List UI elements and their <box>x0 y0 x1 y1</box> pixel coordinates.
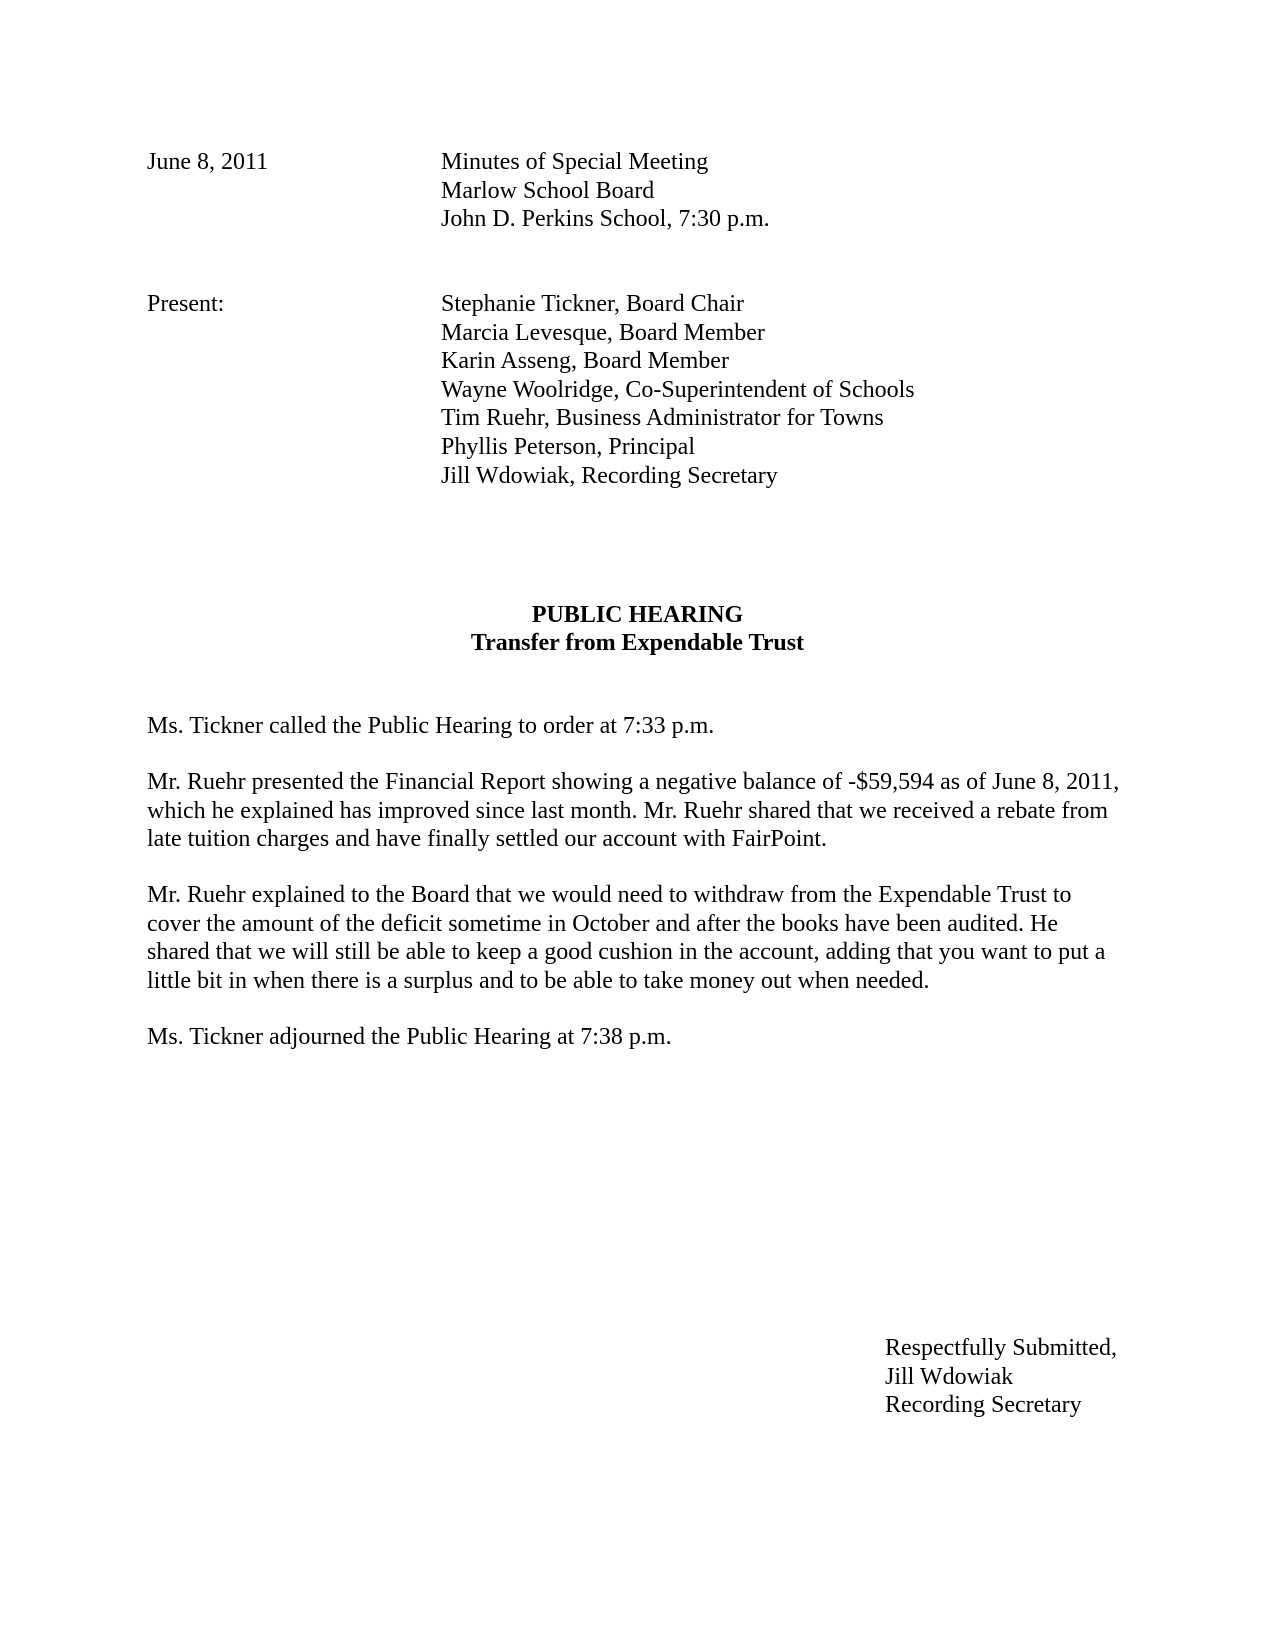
attendee: Karin Asseng, Board Member <box>441 348 729 375</box>
signature-line: Jill Wdowiak <box>885 1363 1014 1390</box>
paragraph-line: Ms. Tickner called the Public Hearing to order at 7:33 p.m. <box>147 713 715 739</box>
present-label: Present: <box>147 291 225 317</box>
paragraph-line: Mr. Ruehr explained to the Board that we would need to withdraw from the Expendable Trust to <box>147 882 1072 908</box>
paragraph-line: shared that we will still be able to keep a good cushion in the account, adding that you want to put a <box>147 939 1106 966</box>
attendee-list <box>441 290 915 490</box>
meeting-title-line: John D. Perkins School, 7:30 p.m. <box>441 206 770 233</box>
paragraph <box>147 881 1147 995</box>
attendee: Stephanie Tickner, Board Chair <box>441 291 744 317</box>
paragraph <box>147 712 1147 741</box>
attendee: Jill Wdowiak, Recording Secretary <box>441 462 778 489</box>
meeting-date: June 8, 2011 <box>147 149 269 175</box>
paragraph <box>147 1023 1147 1052</box>
meeting-title-line: Minutes of Special Meeting <box>441 149 709 175</box>
signature-line: Recording Secretary <box>885 1392 1082 1419</box>
paragraph-line: late tuition charges and have finally settled our account with FairPoint. <box>147 826 828 853</box>
paragraph-line: Mr. Ruehr presented the Financial Report showing a negative balance of -$59,594 as of June 8, 2011, <box>147 769 1120 795</box>
attendee: Phyllis Peterson, Principal <box>441 433 695 460</box>
attendee: Tim Ruehr, Business Administrator for Towns <box>441 405 884 432</box>
paragraph-line: cover the amount of the deficit sometime in October and after the books have been audited. He <box>147 910 1059 937</box>
meeting-title-block <box>441 148 770 234</box>
meeting-title-line: Marlow School Board <box>441 177 655 204</box>
attendee: Wayne Woolridge, Co-Superintendent of Schools <box>441 376 915 403</box>
section-heading: PUBLIC HEARING <box>531 602 744 628</box>
signature-block <box>885 1334 1117 1420</box>
signature-line: Respectfully Submitted, <box>885 1335 1117 1361</box>
paragraph <box>147 768 1147 854</box>
section-subheading: Transfer from Expendable Trust <box>470 630 805 656</box>
paragraph-line: Ms. Tickner adjourned the Public Hearing at 7:38 p.m. <box>147 1024 672 1050</box>
paragraph-line: which he explained has improved since last month. Mr. Ruehr shared that we received a rebate from <box>147 797 1109 824</box>
attendee: Marcia Levesque, Board Member <box>441 319 765 346</box>
paragraph-line: little bit in when there is a surplus and to be able to take money out when needed. <box>147 967 930 994</box>
